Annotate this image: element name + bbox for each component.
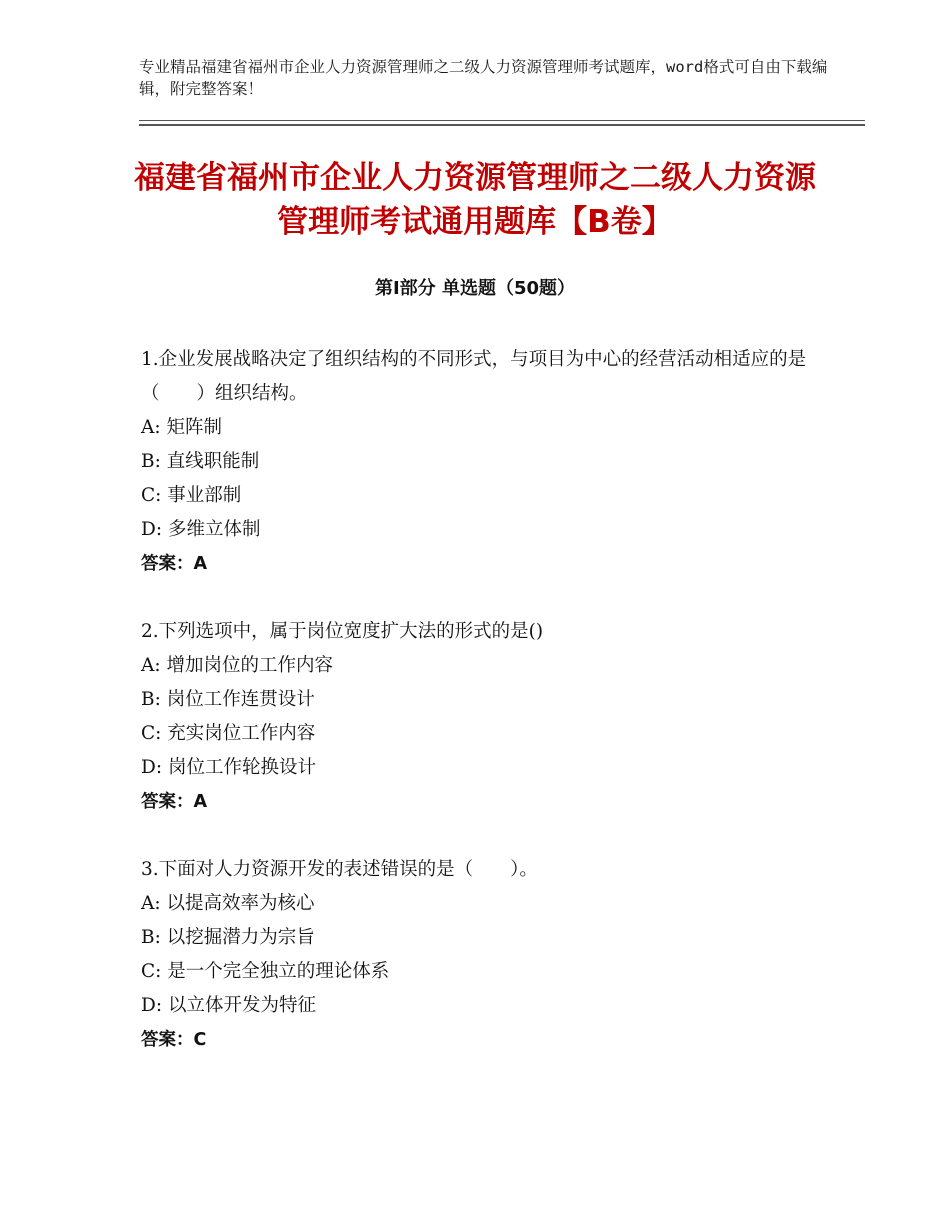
option-a: A: 以提高效率为核心 xyxy=(141,893,315,914)
option-d: D: 岗位工作轮换设计 xyxy=(141,757,316,778)
option-a: A: 增加岗位的工作内容 xyxy=(141,655,333,676)
option-b: B: 直线职能制 xyxy=(141,451,260,472)
option-c: C: 充实岗位工作内容 xyxy=(141,723,316,744)
option-d: D: 多维立体制 xyxy=(141,519,261,540)
answer-line: 答案：A xyxy=(141,792,208,812)
section-heading: 第Ⅰ部分 单选题（50题） xyxy=(374,278,575,299)
question-2 xyxy=(141,615,821,819)
header-note: 专业精品福建省福州市企业人力资源管理师之二级人力资源管理师考试题库，word格式可自由下载编辑，附完整答案！ xyxy=(139,58,828,98)
option-b: B: 岗位工作连贯设计 xyxy=(141,689,315,710)
question-3 xyxy=(141,853,821,1057)
question-list xyxy=(141,343,821,1091)
option-c: C: 事业部制 xyxy=(141,485,242,506)
answer-line: 答案：C xyxy=(141,1030,207,1050)
question-1 xyxy=(141,343,821,581)
answer-line: 答案：A xyxy=(141,554,208,574)
option-b: B: 以挖掘潜力为宗旨 xyxy=(141,927,315,948)
option-a: A: 矩阵制 xyxy=(141,417,222,438)
option-d: D: 以立体开发为特征 xyxy=(141,995,316,1016)
option-c: C: 是一个完全独立的理论体系 xyxy=(141,961,390,982)
question-stem: 2.下列选项中，属于岗位宽度扩大法的形式的是() xyxy=(141,621,544,642)
question-stem: 1.企业发展战略决定了组织结构的不同形式，与项目为中心的经营活动相适应的是（ ）组织结构。 xyxy=(141,349,807,404)
document-title: 福建省福州市企业人力资源管理师之二级人力资源管理师考试通用题库【B卷】 xyxy=(134,160,816,240)
question-stem: 3.下面对人力资源开发的表述错误的是（ ）。 xyxy=(141,859,538,880)
header-divider xyxy=(139,120,865,121)
header-divider-thick xyxy=(139,124,865,126)
